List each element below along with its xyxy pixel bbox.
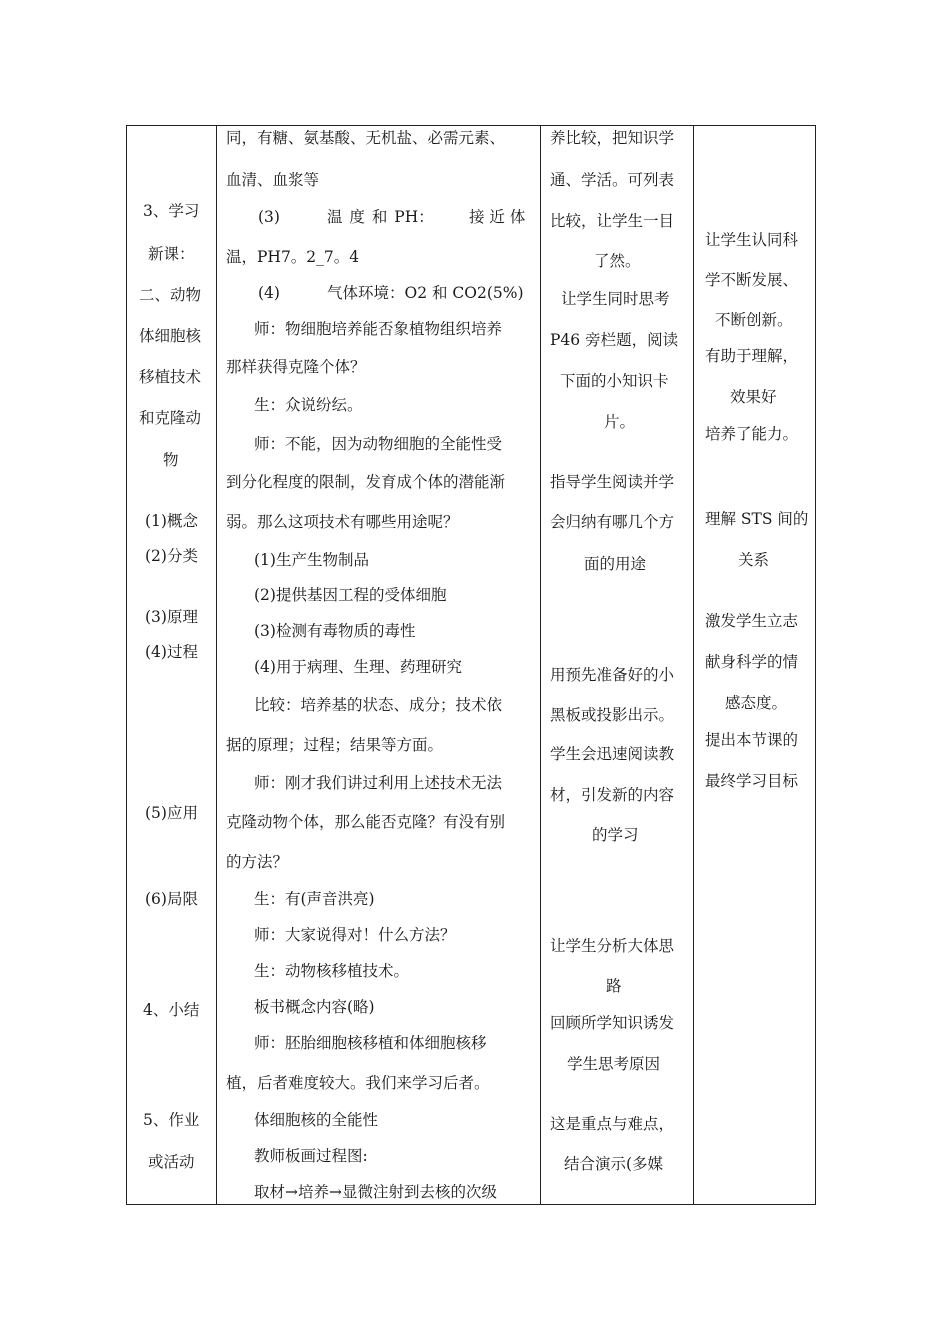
method-line: 片。 xyxy=(604,413,636,431)
content-line: 师：刚才我们讲过利用上述技术无法 xyxy=(254,774,503,792)
method-line: 会归纳有哪几个方 xyxy=(550,513,675,531)
step-line: 移植技术 xyxy=(139,368,202,386)
method-line: 了然。 xyxy=(594,252,641,270)
method-line: P46 旁栏题，阅读 xyxy=(550,331,679,349)
intent-line: 激发学生立志 xyxy=(705,612,799,630)
step-line: 新课： xyxy=(148,245,195,263)
step-line: 5、作业 xyxy=(143,1111,200,1129)
method-line: 回顾所学知识诱发 xyxy=(550,1014,675,1032)
intent-line: 不断创新。 xyxy=(715,311,793,329)
content-line: 弱。那么这项技术有哪些用途呢？ xyxy=(226,513,459,531)
content-line: 温，PH7。2_7。4 xyxy=(226,248,360,266)
method-line: 面的用途 xyxy=(584,555,647,573)
step-line: (3)原理 xyxy=(145,608,198,626)
content-line: 的方法？ xyxy=(226,853,289,871)
content-line: 那样获得克隆个体？ xyxy=(226,358,366,376)
column-divider xyxy=(540,126,541,1204)
content-line: 师：不能，因为动物细胞的全能性受 xyxy=(254,435,503,453)
intent-line: 提出本节课的 xyxy=(705,731,799,749)
content-line: 到分化程度的限制，发育成个体的潜能渐 xyxy=(226,473,506,491)
step-line: 3、学习 xyxy=(143,202,200,220)
method-line: 黑板或投影出示。 xyxy=(550,706,675,724)
step-line: 体细胞核 xyxy=(139,327,202,345)
content-line: 取材→培养→显微注射到去核的次级 xyxy=(254,1183,497,1201)
content-line: 比较：培养基的状态、成分；技术依 xyxy=(254,696,503,714)
method-line: 学生会迅速阅读教 xyxy=(550,745,675,763)
step-line: (6)局限 xyxy=(145,890,198,908)
method-line: 让学生分析大体思 xyxy=(550,937,675,955)
content-line: (4) xyxy=(258,284,280,302)
intent-line: 培养了能力。 xyxy=(705,425,799,443)
content-line: 板书概念内容(略) xyxy=(254,998,375,1016)
method-line: 的学习 xyxy=(592,826,639,844)
column-divider xyxy=(216,126,217,1204)
method-line: 用预先准备好的小 xyxy=(550,666,675,684)
content-line: 同，有糖、氨基酸、无机盐、必需元素、 xyxy=(226,129,506,147)
content-line: 据的原理；过程；结果等方面。 xyxy=(226,736,444,754)
content-line: 接 近 体 xyxy=(469,208,526,226)
step-line: 和克隆动 xyxy=(139,409,202,427)
method-line: 学生思考原因 xyxy=(567,1055,661,1073)
column-divider xyxy=(693,126,694,1204)
content-line: 师：大家说得对！什么方法？ xyxy=(254,926,456,944)
intent-line: 感态度。 xyxy=(725,694,788,712)
content-line: 生：众说纷纭。 xyxy=(254,396,363,414)
content-line: 植，后者难度较大。我们来学习后者。 xyxy=(226,1074,490,1092)
step-line: (1)概念 xyxy=(145,512,198,530)
method-line: 比较，让学生一目 xyxy=(550,212,675,230)
intent-line: 学不断发展、 xyxy=(705,271,799,289)
content-line: 气体环境：O2 和 CO2(5%) xyxy=(327,284,524,302)
intent-line: 效果好 xyxy=(730,388,777,406)
content-line: 师：物细胞培养能否象植物组织培养 xyxy=(254,320,503,338)
method-line: 让学生同时思考 xyxy=(561,290,670,308)
step-line: (4)过程 xyxy=(145,643,198,661)
content-line: 血清、血浆等 xyxy=(226,171,320,189)
method-line: 结合演示(多媒 xyxy=(564,1155,664,1173)
method-line: 下面的小知识卡 xyxy=(560,372,669,390)
content-line: 体细胞核的全能性 xyxy=(254,1111,379,1129)
content-line: (4)用于病理、生理、药理研究 xyxy=(254,658,462,676)
intent-line: 最终学习目标 xyxy=(705,772,799,790)
step-line: 物 xyxy=(163,451,179,469)
step-line: (2)分类 xyxy=(145,547,198,565)
method-line: 材，引发新的内容 xyxy=(550,786,675,804)
content-line: (3)检测有毒物质的毒性 xyxy=(254,622,416,640)
content-line: (1)生产生物制品 xyxy=(254,551,369,569)
method-line: 养比较，把知识学 xyxy=(550,129,675,147)
content-line: (3) xyxy=(258,208,280,226)
content-line: 生：动物核移植技术。 xyxy=(254,962,410,980)
step-line: (5)应用 xyxy=(145,804,198,822)
method-line: 指导学生阅读并学 xyxy=(550,473,675,491)
intent-line: 关系 xyxy=(738,551,770,569)
content-line: 师：胚胎细胞核移植和体细胞核移 xyxy=(254,1034,487,1052)
intent-line: 献身科学的情 xyxy=(705,653,799,671)
intent-line: 理解 STS 间的 xyxy=(705,510,809,528)
method-line: 这是重点与难点， xyxy=(550,1115,675,1133)
content-line: 教师板画过程图: xyxy=(254,1147,368,1165)
content-line: 生：有(声音洪亮) xyxy=(254,890,375,908)
content-line: 温 度 和 PH： xyxy=(327,208,434,226)
step-line: 4、小结 xyxy=(143,1001,200,1019)
content-line: (2)提供基因工程的受体细胞 xyxy=(254,586,447,604)
intent-line: 有助于理解， xyxy=(705,347,799,365)
method-line: 路 xyxy=(606,977,622,995)
content-line: 克隆动物个体，那么能否克隆？有没有别 xyxy=(226,813,506,831)
intent-line: 让学生认同科 xyxy=(705,231,799,249)
step-line: 或活动 xyxy=(148,1153,195,1171)
step-line: 二、动物 xyxy=(139,286,202,304)
method-line: 通、学活。可列表 xyxy=(550,171,675,189)
